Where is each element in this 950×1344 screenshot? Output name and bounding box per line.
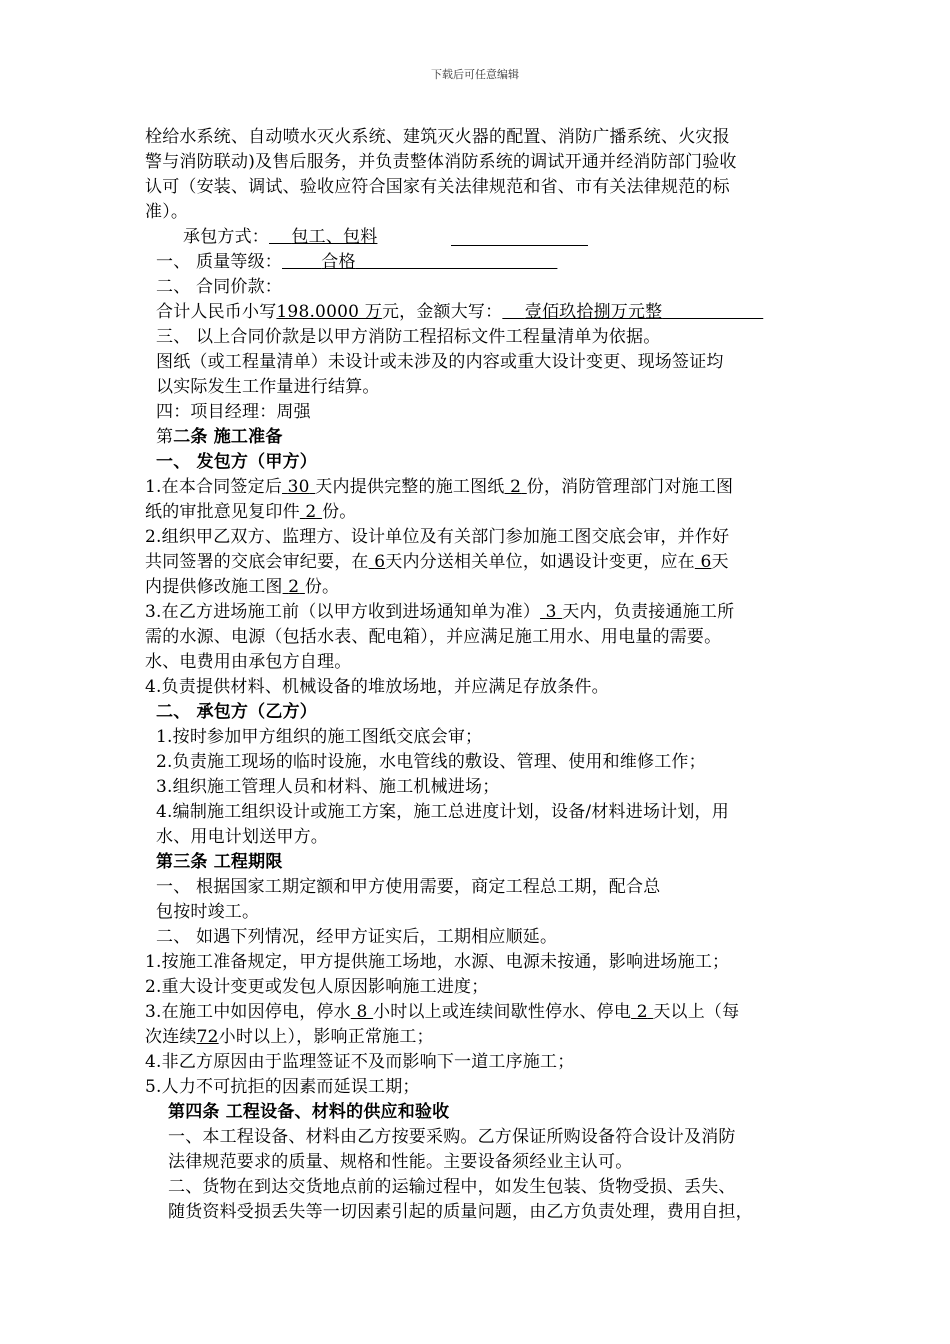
intro-line-4: 准）。 xyxy=(145,202,189,222)
drawings-line-2: 以实际发生工作量进行结算。 xyxy=(156,377,380,397)
quality-value: 合格 xyxy=(321,252,356,272)
party-a-item-2-line-2: 共同签署的交底会审纪要，在 6天内分送相关单位，如遇设计变更，应在 6天 xyxy=(145,552,729,572)
article-2-prefix: 第 xyxy=(156,427,174,447)
term-item-4: 4.非乙方原因由于监理签证不及而影响下一道工序施工； xyxy=(145,1052,575,1072)
price-mid: 元，金额大写： xyxy=(381,302,503,322)
party-a-item-1-line-1: 1.在本合同签定后 30 天内提供完整的施工图纸 2 份，消防管理部门对施工图 xyxy=(145,477,734,497)
party-b-item-4-line-1: 4.编制施工组织设计或施工方案，施工总进度计划，设备/材料进场计划，用 xyxy=(156,802,729,822)
project-manager: 四：项目经理：周强 xyxy=(156,402,311,422)
contract-method-value: 包工、包料 xyxy=(291,227,378,247)
party-a-item-3-line-3: 水、电费用由承包方自理。 xyxy=(145,652,352,672)
price-big: 壹佰玖拾捌万元整 xyxy=(524,302,663,322)
article-4-p2-line-1: 二、货物在到达交货地点前的运输过程中，如发生包装、货物受损、丢失、 xyxy=(168,1177,736,1197)
price-small: 198.0000 万 xyxy=(276,302,382,322)
term-item-5: 5.人力不可抗拒的因素而延误工期； xyxy=(145,1077,420,1097)
article-4-p1-line-2: 法律规范要求的质量、规格和性能。主要设备须经业主认可。 xyxy=(168,1152,633,1172)
intro-line-2: 警与消防联动)及售后服务，并负责整体消防系统的调试开通并经消防部门验收 xyxy=(145,152,737,172)
contract-method-line xyxy=(183,226,377,248)
party-a-item-3-line-2: 需的水源、电源（包括水表、配电箱），并应满足施工用水、用电量的需要。 xyxy=(145,627,722,647)
article-2-title: 二条 施工准备 xyxy=(173,427,283,447)
term-1-line-2: 包按时竣工。 xyxy=(156,902,260,922)
term-item-2: 2.重大设计变更或发包人原因影响施工进度； xyxy=(145,977,489,997)
page-header: 下载后可任意编辑 xyxy=(431,68,519,81)
price-heading: 二、 合同价款： xyxy=(156,277,283,297)
quality-line xyxy=(156,251,557,273)
party-a-item-4: 4.负责提供材料、机械设备的堆放场地，并应满足存放条件。 xyxy=(145,677,609,697)
article-2-heading xyxy=(156,426,283,448)
article-3-heading: 第三条 工程期限 xyxy=(156,852,283,872)
party-a-item-1-line-2: 纸的审批意见复印件 2 份。 xyxy=(145,502,357,522)
party-a-heading: 一、 发包方（甲方） xyxy=(156,452,317,472)
party-b-item-4-line-2: 水、用电计划送甲方。 xyxy=(156,827,328,847)
party-a-item-2-line-1: 2.组织甲乙双方、监理方、设计单位及有关部门参加施工图交底会审，并作好 xyxy=(145,527,730,547)
term-item-1: 1.按施工准备规定，甲方提供施工场地，水源、电源未按通，影响进场施工； xyxy=(145,952,730,972)
drawings-line-1: 图纸（或工程量清单）未设计或未涉及的内容或重大设计变更、现场签证均 xyxy=(156,352,724,372)
intro-line-1: 栓给水系统、自动喷水灭火系统、建筑灭火器的配置、消防广播系统、火灾报 xyxy=(145,127,730,147)
article-4-heading: 第四条 工程设备、材料的供应和验收 xyxy=(168,1102,450,1122)
term-1-line-1: 一、 根据国家工期定额和甲方使用需要，商定工程总工期，配合总 xyxy=(156,877,661,897)
party-b-item-3: 3.组织施工管理人员和材料、施工机械进场； xyxy=(156,777,500,797)
contract-method-label: 承包方式： xyxy=(183,227,269,247)
term-item-3-line-1: 3.在施工中如因停电，停水 8 小时以上或连续间歇性停水、停电 2 天以上（每 xyxy=(145,1002,740,1022)
article-4-p2-line-2: 随货资料受损丢失等一切因素引起的质量问题，由乙方负责处理，费用自担， xyxy=(168,1202,753,1222)
intro-line-3: 认可（安装、调试、验收应符合国家有关法律规范和省、市有关法律规范的标 xyxy=(145,177,730,197)
party-a-item-2-line-3: 内提供修改施工图 2 份。 xyxy=(145,577,340,597)
contract-method-blank xyxy=(451,245,588,246)
party-b-item-1: 1.按时参加甲方组织的施工图纸交底会审； xyxy=(156,727,483,747)
price-prefix: 合计人民币小写 xyxy=(156,302,277,322)
price-basis: 三、 以上合同价款是以甲方消防工程招标文件工程量清单为依据。 xyxy=(156,327,661,347)
party-a-item-3-line-1: 3.在乙方进场施工前（以甲方收到进场通知单为准） 3 天内，负责接通施工所 xyxy=(145,602,735,622)
party-b-item-2: 2.负责施工现场的临时设施，水电管线的敷设、管理、使用和维修工作； xyxy=(156,752,706,772)
quality-label: 一、 质量等级： xyxy=(156,252,283,272)
term-2: 二、 如遇下列情况，经甲方证实后，工期相应顺延。 xyxy=(156,927,558,947)
price-line xyxy=(156,301,763,323)
term-item-3-line-2: 次连续72小时以上），影响正常施工； xyxy=(145,1027,434,1047)
article-4-p1-line-1: 一、本工程设备、材料由乙方按要采购。乙方保证所购设备符合设计及消防 xyxy=(168,1127,736,1147)
party-b-heading: 二、 承包方（乙方） xyxy=(156,702,317,722)
